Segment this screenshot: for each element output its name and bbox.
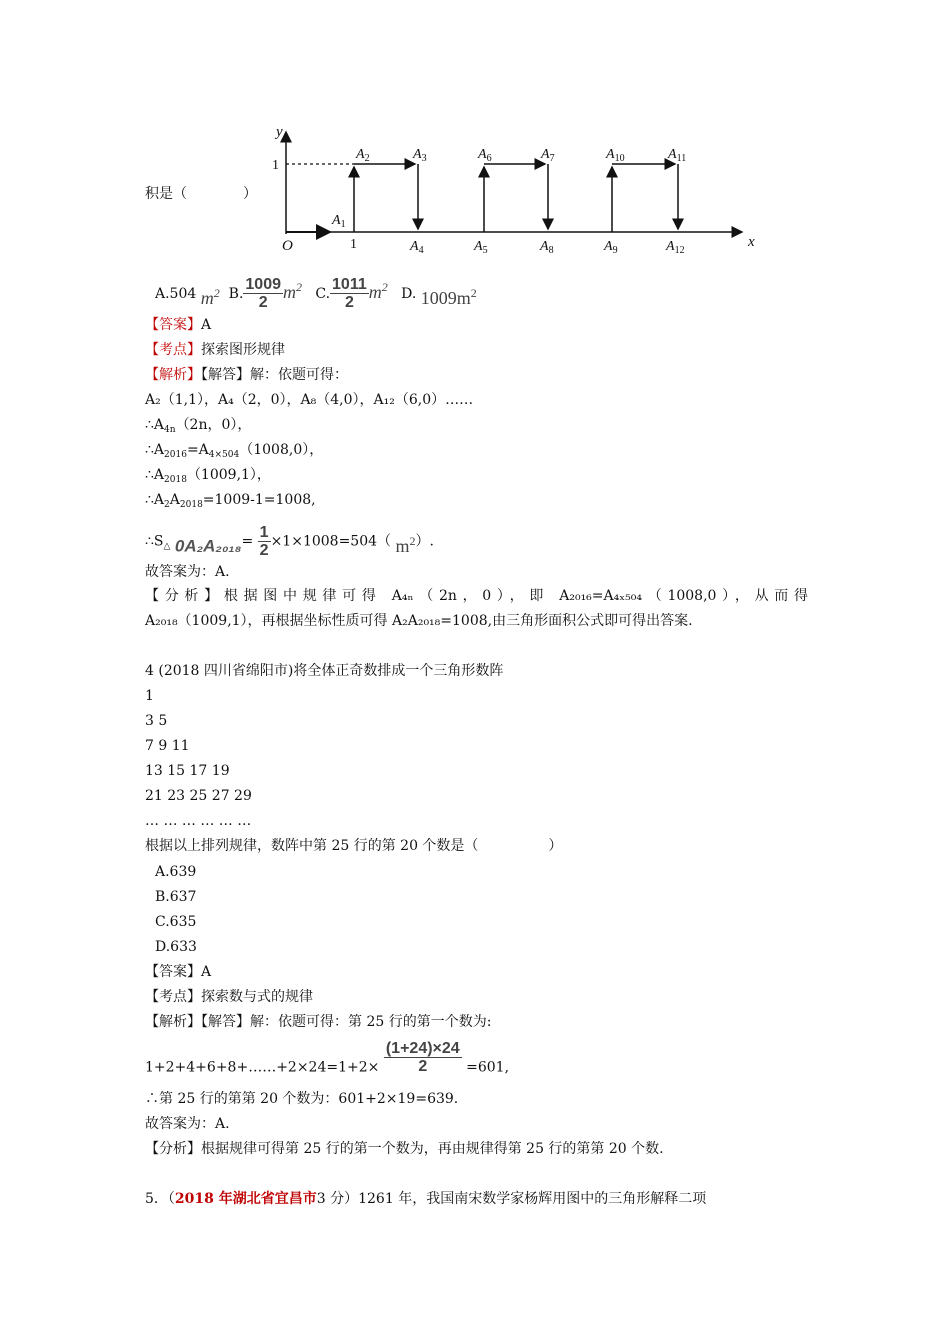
q4-option-c: C.635 — [155, 914, 197, 930]
q3-stem-tail: 积是（ ） — [145, 186, 257, 202]
q3-line-6: $\therefore S_\triangle$ 0A₂A₂₀₁₈= $\frac{1}{2}$ ×1×1008=504（ $m^2$）. — [145, 524, 434, 559]
q3-line-2: $\therefore A_{4n}(2n$，0）， — [145, 417, 252, 435]
q3-analysis-1: 【分析】根据图中规律可得 A₄ₙ（2n，0），即 A₂₀₁₆=A₄ₓ₅₀₄（1008,0），从而得 — [145, 588, 808, 604]
q4-option-b: B.637 — [155, 889, 197, 905]
coordinate-figure — [270, 122, 770, 257]
origin-label: O — [282, 238, 293, 254]
q3-line-3: $\therefore A_{2016}=A_{4\times 504}(1008,0)$， — [145, 442, 324, 460]
q4-question: 根据以上排列规律，数阵中第 25 行的第 20 个数是（ ） — [145, 838, 563, 854]
label-a6: $A_6$ — [478, 147, 492, 164]
label-a10: $A_{10}$ — [606, 147, 625, 164]
label-a8: $A_8$ — [540, 239, 554, 256]
q4-answer: 【答案】A — [145, 964, 212, 980]
label-a11: $A_{11}$ — [668, 147, 687, 164]
q4-row-4: 13 15 17 19 — [145, 763, 230, 779]
q3-line-4: $\therefore A_{2018}(1009,1)$， — [145, 467, 271, 485]
q3-line-7: 故答案为：A. — [145, 564, 230, 580]
q5-source: 2018 年湖北省宜昌市 — [174, 1191, 317, 1207]
y-tick-1: 1 — [272, 158, 279, 173]
q3-option-b: B. $\frac{1009}{2}$ $m^2$ — [228, 276, 302, 311]
q4-row-3: 7 9 11 — [145, 738, 190, 754]
q4-row-1: 1 — [145, 688, 154, 704]
q4-analysis-summary: 【分析】根据规律可得第 25 行的第一个数为，再由规律得第 25 行的第第 20 个数. — [145, 1141, 664, 1157]
label-a9: $A_9$ — [604, 239, 618, 256]
q3-line-1: A₂（1,1），A₄（2，0），A₈（4,0），A₁₂（6,0）…… — [145, 392, 474, 408]
q3-option-a: A.504 $m^2$ — [155, 285, 220, 308]
label-a1: $A_1$ — [332, 213, 346, 230]
q4-row-2: 3 5 — [145, 713, 168, 729]
y-label: y — [276, 124, 283, 140]
q4-row-6: … … … … … … — [145, 813, 252, 829]
q4-topic: 【考点】探索数与式的规律 — [145, 989, 313, 1005]
x-label: x — [748, 234, 755, 250]
label-a12: $A_{12}$ — [666, 239, 685, 256]
label-a4: $A_4$ — [410, 239, 424, 256]
q3-option-c: C. $\frac{1011}{2}$ $m^2$ — [315, 276, 388, 311]
q5-stem: 5．（2018 年湖北省宜昌市3 分）1261 年，我国南宋数学家杨辉用图中的三角形解释二项 — [145, 1191, 707, 1207]
q3-analysis-head: 【解析】【解答】解：依题可得： — [145, 367, 348, 383]
q4-option-d: D.633 — [155, 939, 197, 955]
label-a5: $A_5$ — [474, 239, 488, 256]
q3-options — [155, 276, 477, 311]
q4-option-a: A.639 — [155, 864, 197, 880]
q3-topic: 【考点】探索图形规律 — [145, 342, 285, 358]
q4-line-2: ∴第 25 行的第第 20 个数为：601+2×19=639. — [145, 1091, 459, 1107]
q3-line-5: $\therefore A_2A_{2018}=1009-1=1008$, — [145, 492, 316, 510]
x-tick-1: 1 — [350, 237, 357, 252]
label-a2: $A_2$ — [356, 147, 370, 164]
q3-analysis-2: A₂₀₁₈（1009,1），再根据坐标性质可得 A₂A₂₀₁₈=1008,由三角形面积公式即可得出答案. — [145, 613, 693, 629]
q3-option-d: D. $1009m^2$ — [401, 285, 477, 308]
q3-answer: 【答案】A — [145, 317, 212, 333]
q4-analysis: 【解析】【解答】解：依题可得：第 25 行的第一个数为: — [145, 1014, 492, 1030]
q4-line-3: 故答案为：A. — [145, 1116, 230, 1132]
q4-stem: 4 (2018 四川省绵阳市)将全体正奇数排成一个三角形数阵 — [145, 663, 504, 679]
label-a7: $A_7$ — [541, 147, 555, 164]
label-a3: $A_3$ — [413, 147, 427, 164]
q4-row-5: 21 23 25 27 29 — [145, 788, 252, 804]
q4-sum-line: 1+2+4+6+8+……+2×24=1+2× $\frac{(1+24)\times 24}{2}$ =601, — [145, 1040, 510, 1076]
